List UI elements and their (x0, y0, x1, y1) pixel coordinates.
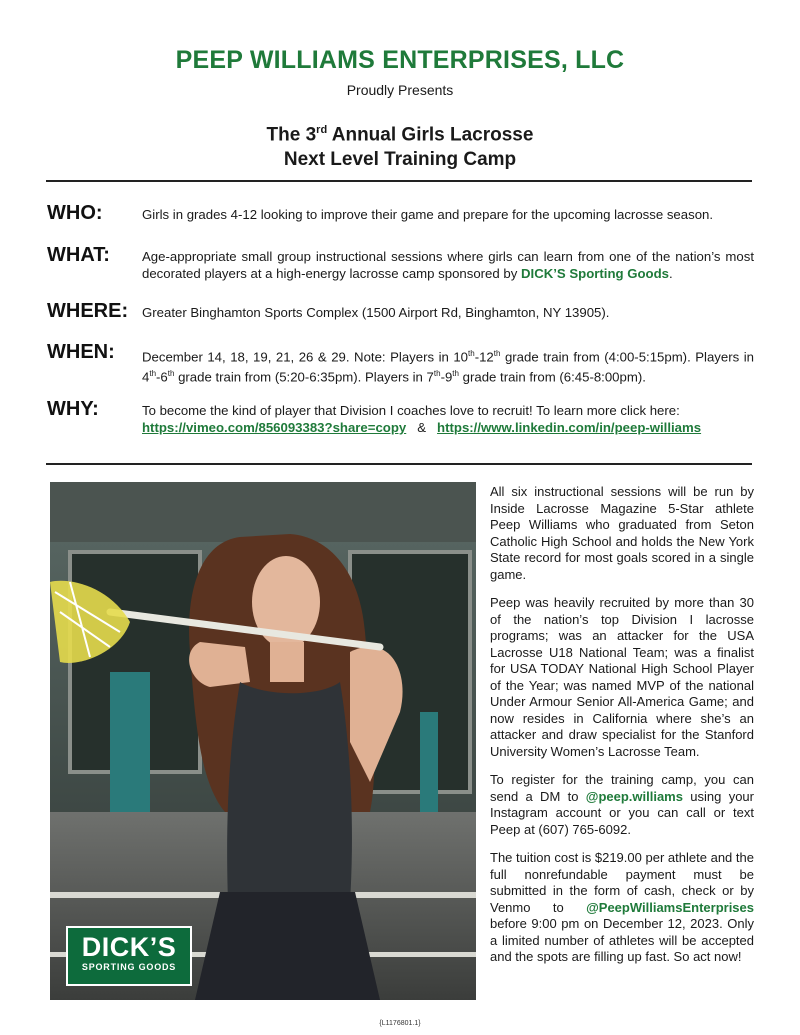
when-part: grade train from (4:00-5:15pm). Players in 4 (142, 349, 754, 385)
tuition-paragraph (490, 850, 754, 966)
title-prefix: The 3 (266, 124, 317, 146)
who-text: Girls in grades 4-12 looking to improve their game and prepare for the upcoming lacrosse season. (142, 207, 714, 222)
sponsor-name: DICK’S Sporting Goods (521, 266, 669, 281)
vimeo-link[interactable]: https://vimeo.com/856093383?share=copy (142, 420, 407, 435)
document-code: {L1176801.1} (379, 1020, 421, 1027)
where-label: WHERE: (47, 300, 129, 322)
why-text (142, 402, 754, 436)
when-sup: th (452, 369, 459, 379)
dicks-logo-subtext: SPORTING GOODS (81, 962, 177, 972)
when-part: -9 (440, 369, 453, 385)
when-part: grade train from (5:20-6:35pm). Players in 7 (174, 369, 434, 385)
bio-column (490, 484, 754, 978)
when-sup: th (149, 369, 157, 379)
when-part: December 14, 18, 19, 21, 26 & 29. Note: Players in 10 (142, 349, 469, 365)
bio-paragraph: All six instructional sessions will be run by Inside Lacrosse Magazine 5-Star athlete Peep Williams who graduated from Seton Catholic High School and holds the New York State record for most goals scored in a single game. (490, 484, 754, 582)
link-separator: & (417, 420, 427, 435)
middle-divider (46, 463, 752, 465)
dicks-logo-text: DICK’S (81, 932, 177, 962)
tuition-text: before 9:00 pm on December 12, 2023. Only a limited number of athletes will be accepted and the spots are filling up fast. So act now! (490, 916, 754, 964)
title-line1-rest: Annual Girls Lacrosse (327, 124, 534, 146)
venmo-handle: @PeepWilliamsEnterprises (586, 899, 754, 915)
when-sup: th (433, 369, 441, 379)
where-text: Greater Binghamton Sports Complex (1500 Airport Rd, Binghamton, NY 13905). (142, 305, 610, 320)
when-part: -12 (474, 349, 494, 365)
title-line2: Next Level Training Camp (283, 149, 517, 171)
when-text (142, 345, 754, 386)
what-label: WHAT: (47, 244, 110, 266)
why-label: WHY: (47, 398, 99, 420)
dicks-logo (66, 926, 192, 986)
what-text (142, 248, 754, 282)
when-sup: th (167, 369, 175, 379)
instagram-handle: @peep.williams (585, 788, 683, 804)
company-name: PEEP WILLIAMS ENTERPRISES, LLC (175, 46, 625, 74)
athlete-photo (50, 482, 476, 1000)
when-part: -6 (156, 369, 168, 385)
top-divider (46, 180, 752, 182)
title-sup: rd (316, 124, 328, 136)
why-body: To become the kind of player that Division I coaches love to recruit! To learn more click here: (142, 403, 680, 418)
when-label: WHEN: (47, 341, 115, 363)
athlete-photo-illustration (50, 482, 476, 1000)
register-text: To register for the training camp, you can send a DM to (490, 772, 754, 804)
what-body: Age-appropriate small group instructional sessions where girls can learn from one of the nation’s most decorated players at a high-energy lacrosse camp sponsored by (142, 249, 754, 281)
linkedin-link[interactable]: https://www.linkedin.com/in/peep-williams (437, 420, 702, 435)
what-end: . (669, 266, 673, 281)
presents-line: Proudly Presents (346, 82, 454, 98)
who-label: WHO: (47, 202, 103, 224)
when-part: grade train from (6:45-8:00pm). (458, 369, 646, 385)
register-paragraph (490, 772, 754, 838)
when-sup: th (468, 349, 475, 358)
bio-paragraph: Peep was heavily recruited by more than 30 of the nation’s top Division I lacrosse programs; was an attacker for the USA Lacrosse U18 National Team; was a finalist for USA TODAY National High School Player of the Year; was named MVP of the national Under Armour Senior All-America Game; and now resides in California where she’s an attacker and draw specialist for the Stanford University Women’s Lacrosse Team. (490, 595, 754, 759)
event-title (0, 118, 800, 172)
when-sup: th (493, 349, 501, 358)
register-text: using your Instagram account or you can call or text Peep at (607) 765-6092. (490, 788, 754, 837)
tuition-text: The tuition cost is $219.00 per athlete and the full nonrefundable payment must be submitted in the form of cash, check or by Venmo to (490, 850, 754, 915)
